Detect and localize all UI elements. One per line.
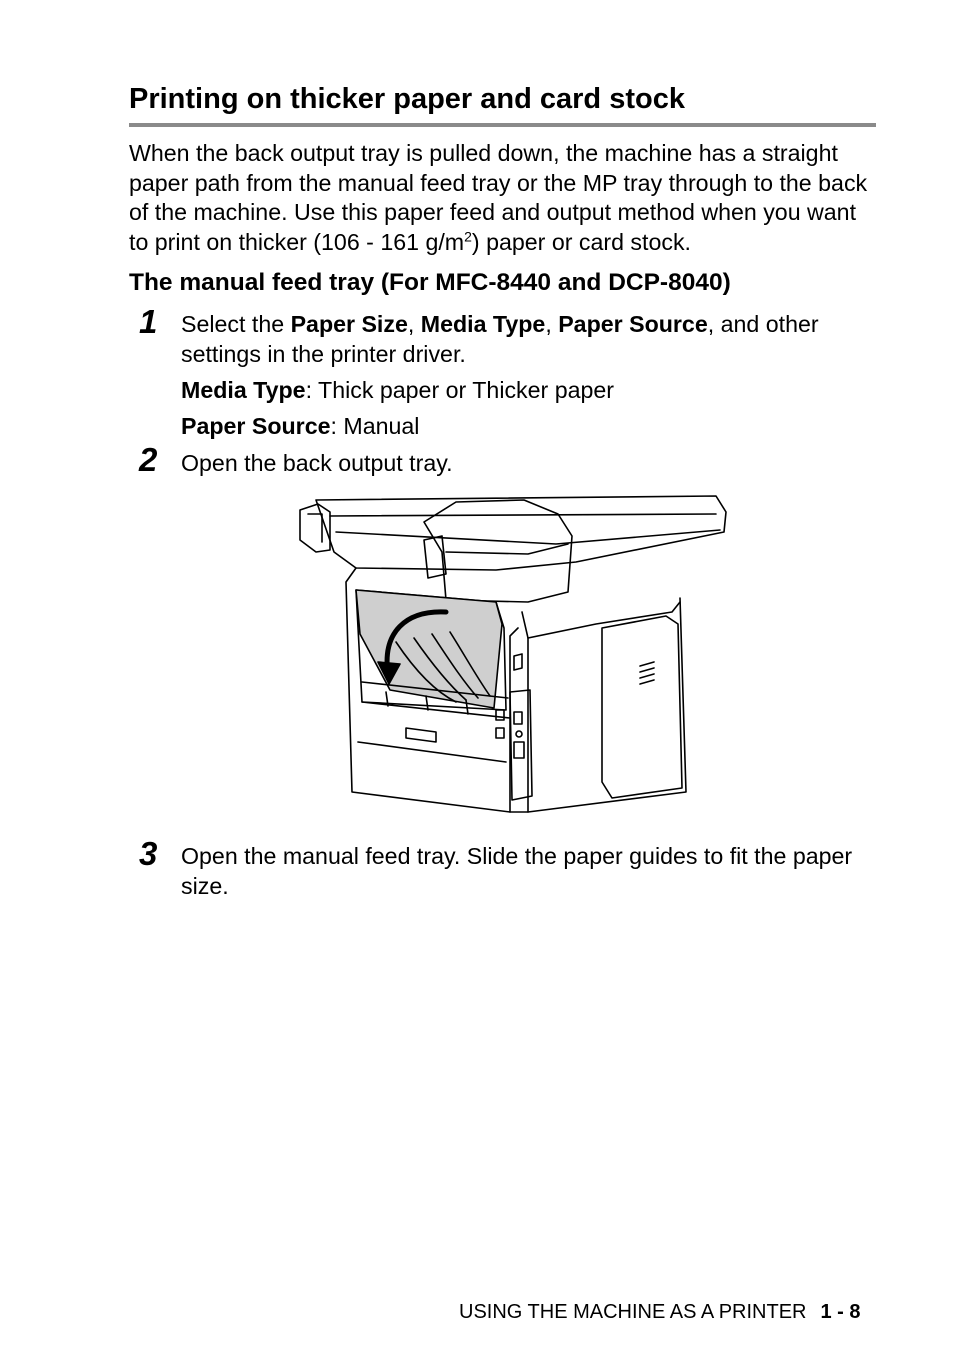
step-number-3: 3 <box>139 835 158 872</box>
section-title: Printing on thicker paper and card stock <box>129 83 685 115</box>
step-number-1: 1 <box>139 303 158 340</box>
intro-text-end: ) paper or card stock. <box>471 229 691 256</box>
step-1-sep-2: , <box>545 311 559 337</box>
setting-label: Paper Source <box>181 413 331 439</box>
step-1-text-b: , and other settings in the printer driver. <box>181 311 819 367</box>
intro-text: When the back output tray is pulled down, the machine has a straight paper path from the manual feed tray or the MP tray through to the back of the machine. Use this paper feed and output method when you want to print on thicker (106 - 161 g/m <box>129 140 868 256</box>
step-1-paper-source: Paper Source <box>558 311 708 337</box>
step-number-2: 2 <box>139 441 158 478</box>
step-1-sep-1: , <box>407 311 421 337</box>
step-2-text: Open the back output tray. <box>181 450 453 476</box>
step-1-text <box>181 310 881 369</box>
intro-paragraph <box>129 139 879 258</box>
setting-label: Media Type <box>181 377 306 403</box>
title-rule <box>129 123 876 127</box>
superscript: 2 <box>464 228 472 245</box>
back-output-tray-illustration <box>296 492 732 816</box>
step-3-text: Open the manual feed tray. Slide the paper guides to fit the paper size. <box>181 843 853 899</box>
setting-value: : Manual <box>330 413 420 439</box>
step-1-media-type: Media Type <box>420 311 546 337</box>
setting-value: : Thick paper or Thicker paper <box>305 377 615 403</box>
footer-page-number: 1 - 8 <box>820 1301 861 1323</box>
setting-paper-source <box>181 412 881 442</box>
subsection-title: The manual feed tray (For MFC-8440 and DCP-8040) <box>129 269 731 296</box>
footer-chapter: USING THE MACHINE AS A PRINTER <box>459 1301 807 1323</box>
step-1-text-a: Select the <box>181 311 291 337</box>
setting-media-type <box>181 376 881 406</box>
page-footer <box>459 1299 879 1325</box>
step-1-paper-size: Paper Size <box>290 311 408 337</box>
